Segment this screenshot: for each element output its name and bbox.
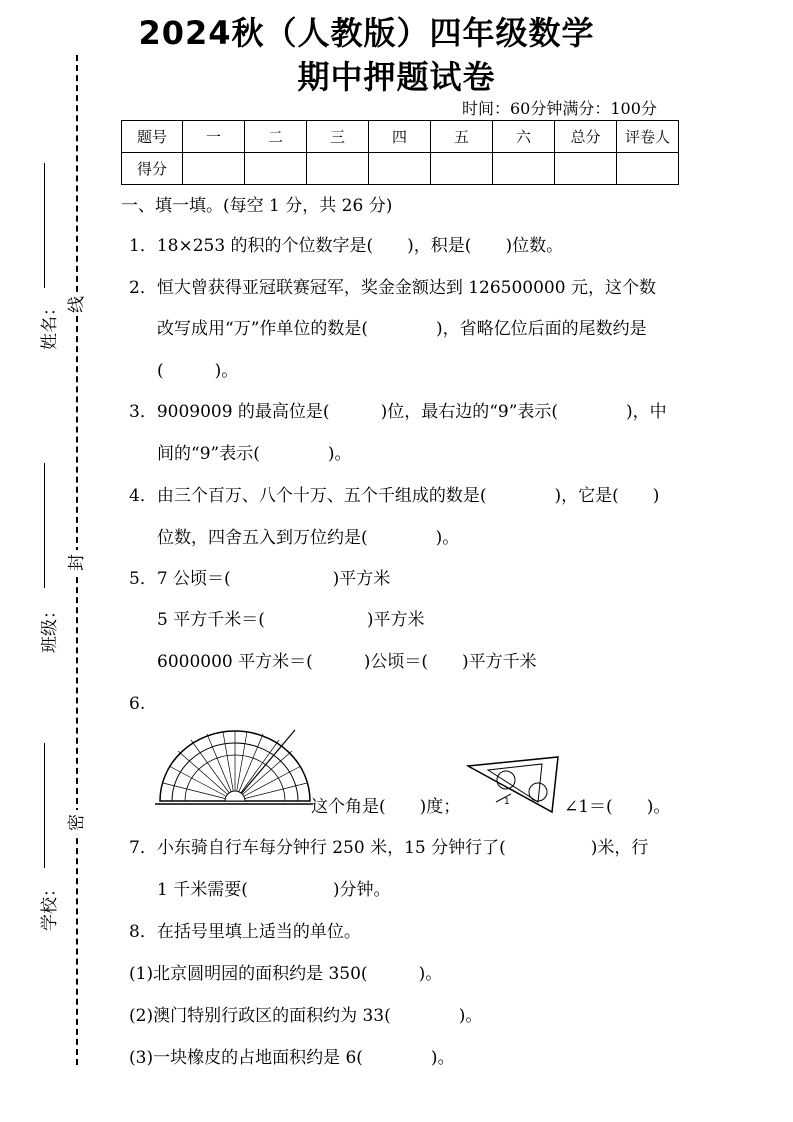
question-8: 8．在括号里填上适当的单位。 [129, 922, 361, 942]
table-cell: 得分 [122, 153, 183, 185]
score-cell[interactable] [307, 153, 369, 185]
question-5-line3: 6000000 平方米＝( )公顷＝( )平方千米 [157, 652, 537, 672]
name-label: 姓名： [40, 299, 60, 350]
table-cell: 总分 [555, 121, 617, 153]
table-cell: 评卷人 [617, 121, 679, 153]
question-6-angle1-text: ∠1＝( )。 [564, 797, 671, 817]
score-cell[interactable] [183, 153, 245, 185]
section-heading: 一、填一填。(每空 1 分，共 26 分) [121, 196, 393, 216]
score-table [121, 120, 679, 185]
question-5-line2: 5 平方千米＝( )平方米 [157, 610, 425, 630]
question-7-line2: 1 千米需要( )分钟。 [157, 880, 391, 900]
class-blank-line[interactable] [44, 463, 45, 588]
question-2-line1: 2．恒大曾获得亚冠联赛冠军，奖金金额达到 126500000 元，这个数 [129, 278, 656, 298]
score-cell[interactable] [493, 153, 555, 185]
table-cell: 六 [493, 121, 555, 153]
seal-mark-line: 线 [67, 296, 87, 313]
seal-mark-feng: 封 [67, 554, 87, 571]
question-1: 1．18×253 的积的个位数字是( )，积是( )位数。 [129, 236, 564, 256]
svg-text:1: 1 [504, 797, 510, 807]
score-cell[interactable] [431, 153, 493, 185]
question-8-3: (3)一块橡皮的占地面积约是 6( )。 [129, 1048, 455, 1068]
table-cell: 题号 [122, 121, 183, 153]
score-table-score-row [122, 153, 679, 185]
question-8-2: (2)澳门特别行政区的面积约为 33( )。 [129, 1006, 483, 1026]
table-cell: 三 [307, 121, 369, 153]
seal-mark-mi: 密 [67, 814, 87, 831]
question-6-angle-text: 这个角是( )度； [311, 797, 461, 817]
question-7-line1: 7．小东骑自行车每分钟行 250 米，15 分钟行了( )米，行 [129, 838, 649, 858]
question-4-line1: 4．由三个百万、八个十万、五个千组成的数是( )，它是( ) [129, 486, 660, 506]
score-cell[interactable] [245, 153, 307, 185]
exam-title-line2: 期中押题试卷 [297, 58, 496, 96]
score-table-header-row [122, 121, 679, 153]
class-label: 班级： [40, 602, 60, 653]
question-2-line3: ( )。 [157, 361, 239, 381]
school-blank-line[interactable] [44, 743, 45, 868]
question-6-number: 6. [129, 694, 146, 714]
exam-title-line1: 2024秋（人教版）四年级数学 [138, 14, 595, 52]
score-cell[interactable] [617, 153, 679, 185]
time-score-info: 时间：60分钟满分：100分 [462, 99, 657, 118]
set-square-figure [466, 754, 562, 814]
name-blank-line[interactable] [44, 163, 45, 288]
table-cell: 四 [369, 121, 431, 153]
question-2-line2: 改写成用“万”作单位的数是( )，省略亿位后面的尾数约是 [157, 319, 647, 339]
table-cell: 一 [183, 121, 245, 153]
question-3-line1: 3．9009009 的最高位是( )位，最右边的“9”表示( )，中 [129, 402, 667, 422]
score-cell[interactable] [369, 153, 431, 185]
school-label: 学校： [40, 880, 60, 931]
score-cell[interactable] [555, 153, 617, 185]
question-8-1: (1)北京圆明园的面积约是 350( )。 [129, 964, 443, 984]
question-4-line2: 位数，四舍五入到万位约是( )。 [157, 528, 460, 548]
question-3-line2: 间的“9”表示( )。 [157, 444, 352, 464]
protractor-figure [155, 728, 315, 808]
question-5-line1: 5．7 公顷＝( )平方米 [129, 569, 391, 589]
table-cell: 五 [431, 121, 493, 153]
table-cell: 二 [245, 121, 307, 153]
